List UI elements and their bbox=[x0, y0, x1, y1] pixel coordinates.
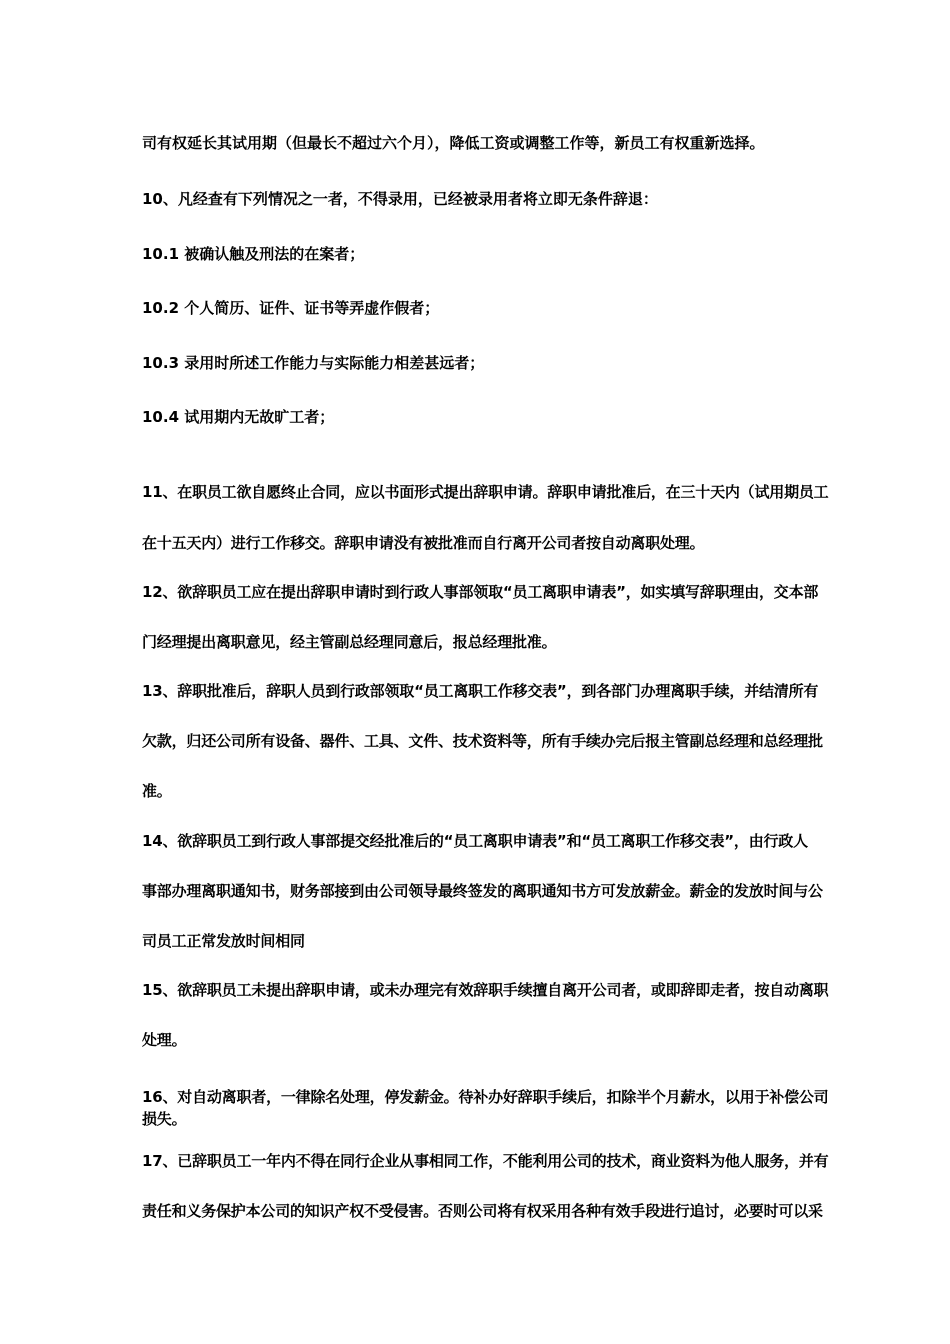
text-line: 门经理提出离职意见，经主管副总经理同意后，报总经理批准。 bbox=[142, 633, 557, 651]
text-line: 欠款，归还公司所有设备、器件、工具、文件、技术资料等，所有手续办完后报主管副总经理和总经理批 bbox=[142, 732, 823, 750]
text-line: 11、在职员工欲自愿终止合同，应以书面形式提出辞职申请。辞职申请批准后，在三十天内（试用期员工 bbox=[142, 483, 829, 501]
text-line: 损失。 bbox=[142, 1110, 187, 1128]
text-line: 责任和义务保护本公司的知识产权不受侵害。否则公司将有权采用各种有效手段进行追讨，必要时可以采 bbox=[142, 1202, 823, 1220]
text-line: 司员工正常发放时间相同 bbox=[142, 932, 305, 950]
text-line: 事部办理离职通知书，财务部接到由公司领导最终签发的离职通知书方可发放薪金。薪金的发放时间与公 bbox=[142, 882, 823, 900]
text-line: 处理。 bbox=[142, 1031, 187, 1049]
text-line: 10、凡经查有下列情况之一者，不得录用，已经被录用者将立即无条件辞退： bbox=[142, 190, 658, 208]
text-line: 10.3 录用时所述工作能力与实际能力相差甚远者； bbox=[142, 354, 485, 372]
text-line: 15、欲辞职员工未提出辞职申请，或未办理完有效辞职手续擅自离开公司者，或即辞即走者，按自动离职 bbox=[142, 981, 829, 999]
text-line: 17、已辞职员工一年内不得在同行企业从事相同工作，不能利用公司的技术，商业资料为他人服务，并有 bbox=[142, 1152, 829, 1170]
text-line: 12、欲辞职员工应在提出辞职申请时到行政人事部领取“员工离职申请表”，如实填写辞职理由，交本部 bbox=[142, 583, 819, 601]
text-line: 16、对自动离职者，一律除名处理，停发薪金。待补办好辞职手续后，扣除半个月薪水，以用于补偿公司 bbox=[142, 1088, 829, 1106]
text-line: 在十五天内）进行工作移交。辞职申请没有被批准而自行离开公司者按自动离职处理。 bbox=[142, 534, 705, 552]
text-line: 司有权延长其试用期（但最长不超过六个月），降低工资或调整工作等，新员工有权重新选择。 bbox=[142, 134, 765, 152]
text-line: 14、欲辞职员工到行政人事部提交经批准后的“员工离职申请表”和“员工离职工作移交表”，由行政人 bbox=[142, 832, 808, 850]
text-line: 10.2 个人简历、证件、证书等弄虚作假者； bbox=[142, 299, 440, 317]
text-line: 10.1 被确认触及刑法的在案者； bbox=[142, 245, 365, 263]
text-line: 10.4 试用期内无故旷工者； bbox=[142, 408, 335, 426]
text-line: 准。 bbox=[142, 782, 172, 800]
text-line: 13、辞职批准后，辞职人员到行政部领取“员工离职工作移交表”，到各部门办理离职手续，并结清所有 bbox=[142, 682, 819, 700]
